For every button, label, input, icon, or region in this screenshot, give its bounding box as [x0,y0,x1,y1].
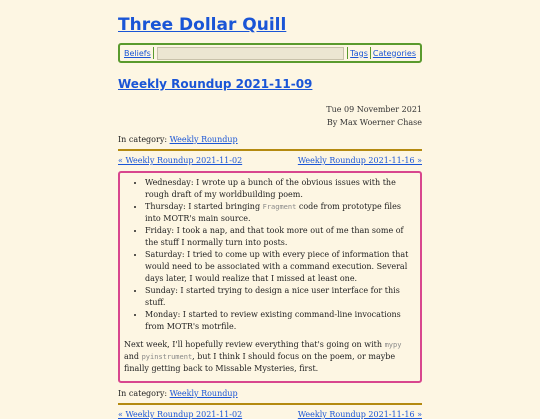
list-item: • Saturday: I tried to come up with every piece of information that would need to be associated with a command execution. Several days later, I would realize that I missed at least one. [145,249,416,285]
category-line-bottom [118,389,422,398]
page [118,0,422,419]
divider [118,149,422,151]
pager-bottom [118,410,422,419]
category-label: In category: [118,135,168,144]
list-item: • Monday: I started to review existing command-line invocations from MOTR's motrfile. [145,309,416,333]
post-content [118,171,422,383]
pager-top [118,156,422,165]
inline-code: Fragment [262,203,297,211]
post-title-link[interactable]: Weekly Roundup 2021-11-09 [118,77,313,91]
category-link[interactable]: Weekly Roundup [169,135,238,144]
prev-post-link[interactable]: « Weekly Roundup 2021-11-02 [118,156,243,165]
closing-paragraph [124,339,416,375]
navbar [118,43,422,63]
search-input[interactable] [157,47,344,60]
category-label: In category: [118,389,168,398]
paragraph-text: and [124,352,142,361]
paragraph-text: , but I think I should focus on the poem, or maybe finally getting back to Missable Mysteries, first. [124,352,396,373]
post-date: Tue 09 November 2021 [326,105,422,114]
list-item: • Friday: I took a nap, and that took more out of me than some of the stuff I normally turn into posts. [145,225,416,249]
nav-beliefs-link[interactable]: Beliefs [124,48,151,58]
next-post-link[interactable]: Weekly Roundup 2021-11-16 » [297,410,422,419]
list-item-text: code from prototype files into MOTR's main source. [145,202,401,223]
list-item [145,201,416,225]
roundup-list [124,177,416,333]
site-title-link[interactable]: Three Dollar Quill [118,15,287,35]
prev-post-link[interactable]: « Weekly Roundup 2021-11-02 [118,410,243,419]
category-line-top [118,135,422,144]
nav-divider [153,47,154,59]
list-item: • Sunday: I started trying to design a nice user interface for this stuff. [145,285,416,309]
paragraph-text: Next week, I'll hopefully review everything that's going on with [124,340,385,349]
nav-categories-link[interactable]: Categories [372,48,416,58]
category-link[interactable]: Weekly Roundup [169,389,238,398]
list-item-text: Thursday: I started bringing [145,202,263,211]
list-item: • Wednesday: I wrote up a bunch of the obvious issues with the rough draft of my worldbuilding poem. [145,177,416,201]
nav-tags-link[interactable]: Tags [350,48,368,58]
post-meta [118,103,422,129]
next-post-link[interactable]: Weekly Roundup 2021-11-16 » [297,156,422,165]
inline-code: pyinstrument [141,353,193,361]
post-author: By Max Woerner Chase [326,118,422,127]
inline-code: mypy [384,341,402,349]
